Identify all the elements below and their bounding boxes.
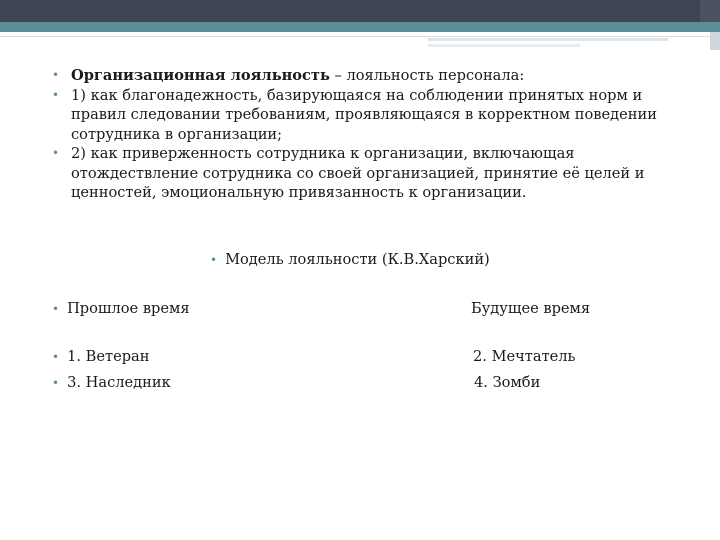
zombie-label: 4. Зомби	[474, 374, 541, 391]
veteran-row	[52, 347, 149, 368]
bullet-icon: •	[52, 68, 60, 82]
heir-label: 3. Наследник	[67, 374, 171, 391]
heir-row	[52, 373, 171, 394]
definition-list	[52, 66, 692, 203]
teal-band	[0, 22, 720, 32]
point-1-text: 1) как благонадежность, базирующаяся на соблюдении принятых норм и правил следовании требованиям, проявляющаяся в корректном поведении сотрудника в организации;	[71, 86, 657, 143]
future-time-label: Будущее время	[471, 300, 591, 317]
accent-stripe	[428, 38, 668, 41]
top-dark-bar	[0, 0, 720, 22]
model-title: Модель лояльности (К.В.Харский)	[225, 251, 490, 268]
definition-item-term	[52, 66, 692, 86]
definition-item-1	[52, 86, 692, 145]
divider-line	[0, 36, 720, 37]
bullet-icon: •	[52, 87, 60, 102]
model-title-line	[210, 250, 490, 271]
right-edge-block	[710, 32, 720, 50]
past-time-label: Прошлое время	[67, 300, 190, 317]
veteran-label: 1. Ветеран	[67, 348, 150, 365]
bullet-icon: •	[210, 253, 218, 267]
bullet-icon: •	[52, 146, 60, 160]
top-corner-block	[700, 0, 720, 22]
dreamer-label: 2. Мечтатель	[473, 348, 576, 365]
accent-stripe-short	[428, 44, 580, 47]
term-description: – лояльность персонала:	[329, 67, 525, 84]
bullet-icon: •	[52, 376, 60, 390]
term-label: Организационная лояльность	[71, 67, 330, 84]
bullet-icon: •	[52, 302, 60, 316]
point-2-text: 2) как приверженность сотрудника к организации, включающая отождествление сотрудника со своей организацией, принятие её целей и ценностей, эмоциональную привязанность к организации.	[71, 145, 645, 201]
definition-block	[52, 66, 692, 203]
bullet-icon: •	[52, 350, 60, 364]
past-time-row	[52, 299, 190, 320]
definition-item-2	[52, 144, 692, 203]
